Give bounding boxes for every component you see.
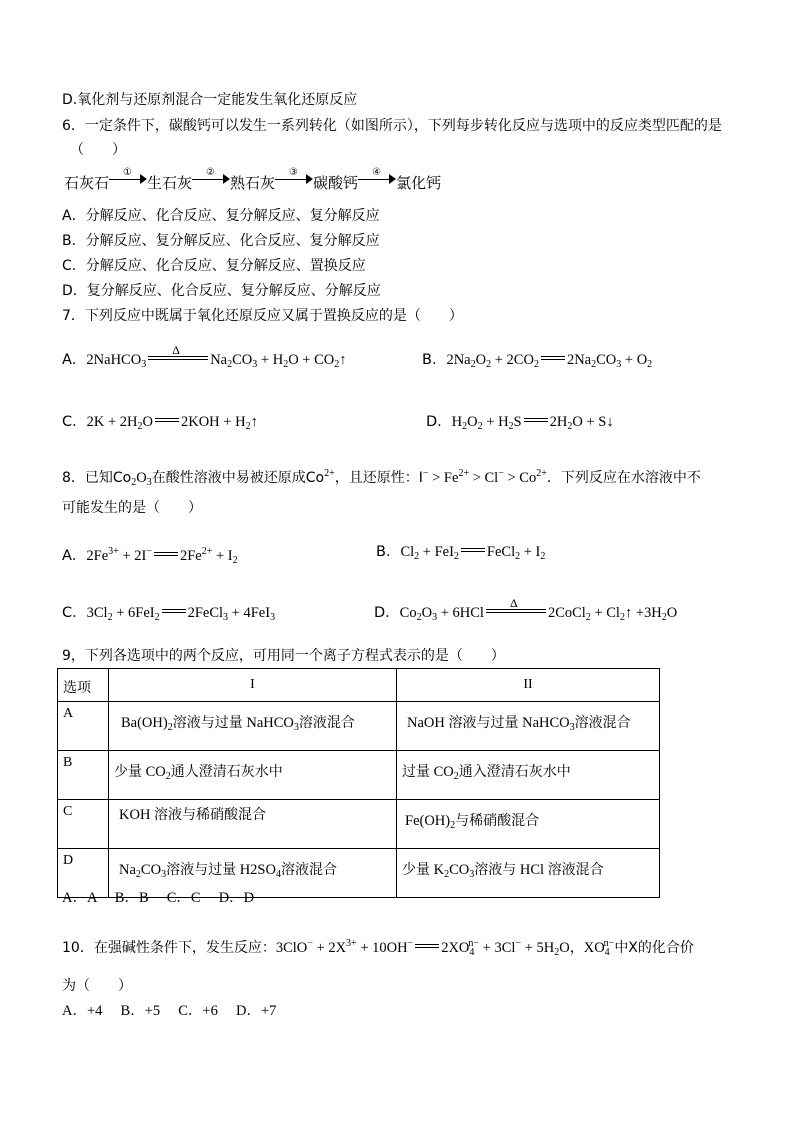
q6-chain	[64, 167, 442, 193]
table-header-option: 选项	[58, 669, 109, 702]
q7-option-d: D．$H_2O_2 + H_2S$ $2H_2O$ + S↓	[426, 414, 614, 432]
arrow-icon: ③	[275, 172, 313, 186]
q7-stem: 7．下列反应中既属于氧化还原反应又属于置换反应的是（ ）	[62, 308, 463, 324]
chain-item: 氯化钙	[396, 174, 442, 192]
q6-stem: 6．一定条件下，碳酸钙可以发生一系列转化（如图所示），下列每步转化反应与选项中的反应类型匹配的是	[62, 118, 722, 134]
table-header-i: I	[109, 669, 397, 702]
table-row: C KOH 溶液与稀硝酸混合 $Fe(OH)_2$与稀硝酸混合	[58, 800, 660, 849]
q8-option-b: B．$Cl_2 + FeI_2$ FeCl$_2$ + $I_2$	[376, 544, 546, 562]
q7-option-a: A．2NaHCO$_3$ Δ $Na_2CO_3 + H_2O$ + $CO_2↑$	[62, 343, 347, 370]
arrow-icon: ④	[358, 172, 396, 186]
chain-item: 石灰石	[64, 174, 110, 192]
q7-option-c: C．$2K + 2H_2O$ $2KOH + H_2↑$	[62, 414, 258, 432]
table-row: D $Na_2CO_3$溶液与过量 $H2SO_4$溶液混合 少量 $K_2CO_3$溶液与 HCl 溶液混合	[58, 849, 660, 898]
q6-option-b: B．分解反应、复分解反应、化合反应、复分解反应	[62, 233, 380, 249]
q9-answers: A．A B．B C．C D．D	[62, 890, 255, 906]
table-header-ii: II	[397, 669, 660, 702]
q8-stem-line2: 可能发生的是（ ）	[62, 500, 202, 516]
q10-stem: 10．在强碱性条件下，发生反应：$3ClO^- + 2X^{3+} + 10OH^-$ $2XO_4^{n-} + 3Cl^- + 5H_2O$，$XO_4^{n-}$中X的化合价	[62, 938, 694, 958]
q6-blank: （ ）	[70, 142, 126, 158]
q10-stem-line2: 为（ ）	[62, 978, 132, 994]
q9-stem: 9，下列各选项中的两个反应，可用同一个离子方程式表示的是（ ）	[62, 648, 505, 664]
arrow-icon: ②	[192, 172, 230, 186]
q9-table	[57, 668, 660, 898]
q6-option-a: A．分解反应、化合反应、复分解反应、复分解反应	[62, 208, 380, 224]
q8-stem: 8．已知$Co_2O_3$在酸性溶液中易被还原成$Co^{2+}$，且还原性：$I^- > Fe^{2+} > Cl^- > Co^{2+}$．下列反应在水溶液中不	[62, 468, 701, 488]
q10-answers: A．+4 B．+5 C．+6 D．+7	[62, 1003, 277, 1019]
q5-option-d: D.氧化剂与还原剂混合一定能发生氧化还原反应	[62, 92, 358, 108]
q6-option-d: D．复分解反应、化合反应、复分解反应、分解反应	[62, 283, 381, 299]
chain-item: 碳酸钙	[313, 174, 359, 192]
table-row: A $Ba(OH)_2$溶液与过量 NaHCO$_3$溶液混合 NaOH 溶液与过量 NaHCO$_3$溶液混合	[58, 702, 660, 751]
q8-option-c: C．$3Cl_2 + 6FeI_2$ 2FeCl$_3$ + 4FeI$_3$	[62, 605, 276, 623]
arrow-icon: ①	[109, 172, 147, 186]
q6-option-c: C．分解反应、化合反应、复分解反应、置换反应	[62, 258, 366, 274]
q8-option-d: D．$Co_2O_3 + 6HCl$ Δ 2CoCl$_2$ + $Cl_2↑ +3H_2O$	[374, 596, 678, 623]
q7-option-b: B．$2Na_2O_2 + 2CO_2$ $2Na_2CO_3 + O_2$	[422, 352, 653, 370]
chain-item: 熟石灰	[230, 174, 276, 192]
table-row: B 少量 $CO_2$通人澄清石灰水中 过量 $CO_2$通入澄清石灰水中	[58, 751, 660, 800]
chain-item: 生石灰	[147, 174, 193, 192]
q8-option-a: A．$2Fe^{3+} + 2I^-$ $2Fe^{2+} + I_2$	[62, 546, 238, 566]
